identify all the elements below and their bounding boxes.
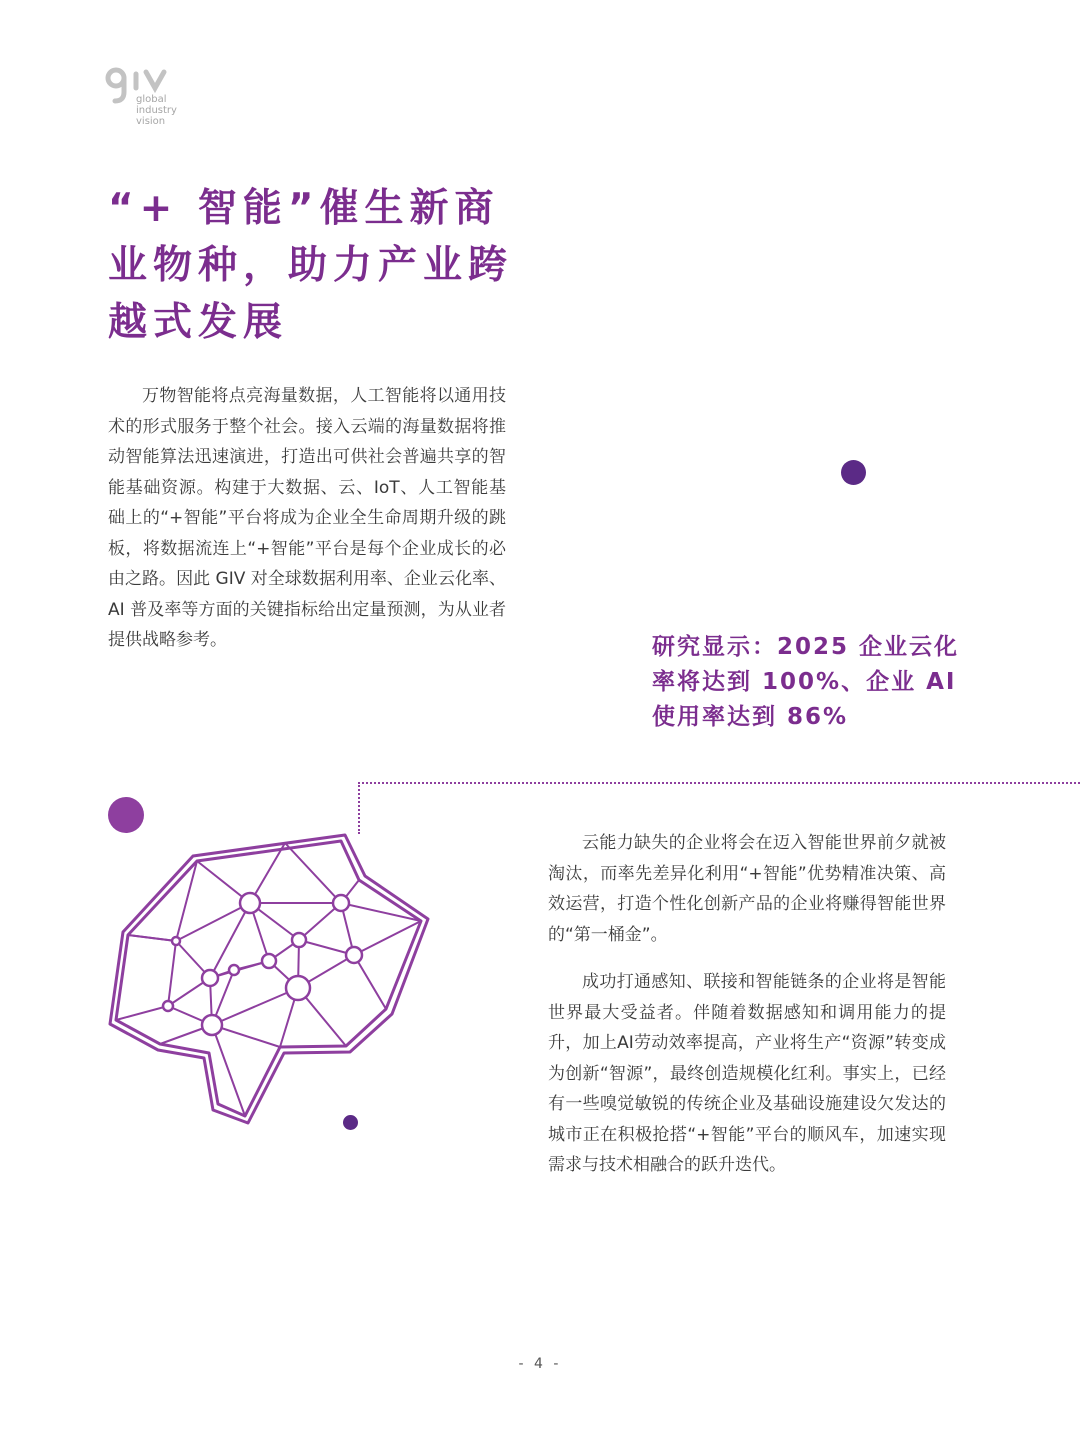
logo-line: global (136, 94, 167, 105)
logo-tagline (136, 94, 177, 127)
decorative-dot (841, 460, 866, 485)
page-title: “+ 智能”催生新商业物种，助力产业跨越式发展 (108, 186, 514, 345)
page-number: - 4 - (518, 1356, 562, 1372)
dotted-divider (358, 782, 1080, 784)
decorative-dot (108, 797, 144, 833)
research-highlight: 研究显示：2025 企业云化率将达到 100%、企业 AI 使用率达到 86% (652, 634, 960, 730)
body-column (548, 828, 946, 1198)
intro-paragraph: 万物智能将点亮海量数据，人工智能将以通用技术的形式服务于整个社会。接入云端的海量数据将推动智能算法迅速演进，打造出可供社会普遍共享的智能基础资源。构建于大数据、云、IoT、人工智能基础上的“+智能”平台将成为企业全生命周期升级的跳板，将数据流连上“+智能”平台是每个企业成长的必由之路。因此 GIV 对全球数据利用率、企业云化率、AI 普及率等方面的关键指标给出定量预测，为从业者提供战略参考。 (108, 386, 506, 650)
dotted-divider-vertical (358, 782, 360, 834)
giv-logo (104, 66, 224, 136)
body-paragraph: 成功打通感知、联接和智能链条的企业将是智能世界最大受益者。伴随着数据感知和调用能力的提升，加上AI劳动效率提高，产业将生产“资源”转变成为创新“智源”，最终创造规模化红利。事实上，已经有一些嗅觉敏锐的传统企业及基础设施建设欠发达的城市正在积极抢搭“+智能”平台的顺风车，加速实现需求与技术相融合的跃升迭代。 (548, 972, 946, 1175)
decorative-dot (343, 1115, 358, 1130)
logo-line: industry (136, 105, 177, 116)
brain-network-icon (104, 830, 434, 1130)
logo-line: vision (136, 116, 166, 127)
body-paragraph: 云能力缺失的企业将会在迈入智能世界前夕就被淘汰，而率先差异化利用“+智能”优势精准决策、高效运营，打造个性化创新产品的企业将赚得智能世界的“第一桶金”。 (548, 833, 946, 945)
